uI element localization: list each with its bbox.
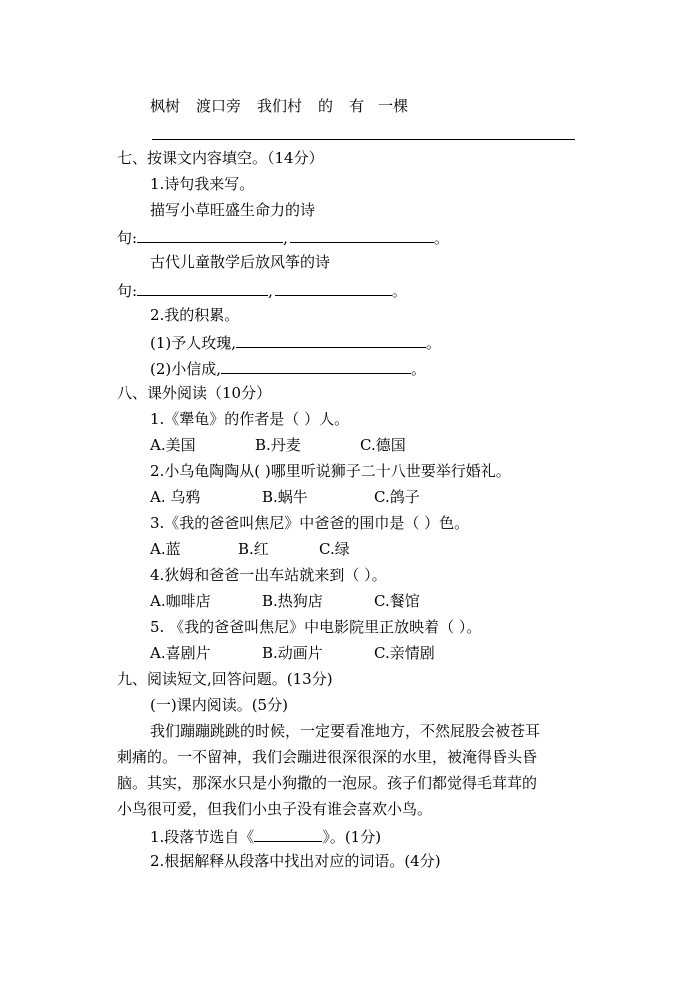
question-9-2: 2.根据解释从段落中找出对应的词语。(4分) xyxy=(150,852,441,870)
question-7-1-answer-1: 句: , 。 xyxy=(117,226,449,246)
option[interactable]: A.蓝 xyxy=(150,540,181,558)
option[interactable]: B.红 xyxy=(238,540,269,558)
passage-line: 刺痛的。一不留神，我们会蹦进很深很深的水里，被淹得昏头昏 xyxy=(117,748,538,766)
option[interactable]: A.咖啡店 xyxy=(150,592,211,610)
word: 的 xyxy=(318,97,334,115)
question-7-1-prompt-1: 描写小草旺盛生命力的诗 xyxy=(150,201,316,219)
answer-blank[interactable] xyxy=(290,226,434,243)
question-7-1-prompt-2: 古代儿童散学后放风筝的诗 xyxy=(150,253,331,271)
word: 有 xyxy=(349,97,365,115)
question-7-1: 1.诗句我来写。 xyxy=(150,175,255,193)
option[interactable]: B.蜗牛 xyxy=(262,488,308,506)
question-7-2-1: (1)予人玫瑰, 。 xyxy=(150,331,441,351)
word: 枫树 xyxy=(150,97,181,115)
option[interactable]: C.绿 xyxy=(319,540,350,558)
section-9-title: 九、阅读短文,回答问题。(13分) xyxy=(117,670,333,688)
option[interactable]: A.美国 xyxy=(150,436,196,454)
answer-blank[interactable] xyxy=(137,279,268,296)
option[interactable]: A. 乌鸦 xyxy=(150,488,201,506)
question-9-1: 1.段落节选自《 》。(1分) xyxy=(150,825,381,845)
option[interactable]: B.丹麦 xyxy=(255,436,301,454)
option[interactable]: B.动画片 xyxy=(262,644,323,662)
word: 我们村 xyxy=(257,97,303,115)
passage-line: 脑。其实，那深水只是小狗撒的一泡尿。孩子们都觉得毛茸茸的 xyxy=(117,774,538,792)
answer-line[interactable] xyxy=(152,139,575,140)
question-7-2: 2.我的积累。 xyxy=(150,306,240,324)
word: 渡口旁 xyxy=(196,97,242,115)
answer-blank[interactable] xyxy=(275,279,392,296)
option[interactable]: C.德国 xyxy=(360,436,406,454)
passage-line: 我们蹦蹦跳跳的时候，一定要看准地方，不然屁股会被苍耳 xyxy=(150,722,541,740)
passage-line: 小鸟很可爱，但我们小虫子没有谁会喜欢小鸟。 xyxy=(117,800,433,818)
section-8-title: 八、课外阅读（10分） xyxy=(117,384,272,402)
question-8-2: 2.小乌龟陶陶从( )哪里听说狮子二十八世要举行婚礼。 xyxy=(150,462,511,480)
question-7-1-answer-2: 句: , 。 xyxy=(117,279,407,299)
question-7-2-2: (2)小信成, 。 xyxy=(150,357,426,377)
answer-blank[interactable] xyxy=(254,825,322,842)
option[interactable]: B.热狗店 xyxy=(262,592,323,610)
answer-blank[interactable] xyxy=(137,226,283,243)
word-sort-row xyxy=(150,96,408,116)
section-9-subtitle: (一)课内阅读。(5分) xyxy=(150,696,288,714)
question-8-4: 4.狄姆和爸爸一出车站就来到（ ）。 xyxy=(150,566,387,584)
option[interactable]: C.餐馆 xyxy=(374,592,420,610)
question-8-5: 5. 《我的爸爸叫焦尼》中电影院里正放映着（ ）。 xyxy=(150,618,482,636)
answer-blank[interactable] xyxy=(236,331,426,348)
question-8-1: 1.《犟龟》的作者是（ ）人。 xyxy=(150,410,350,428)
option[interactable]: C.鸽子 xyxy=(374,488,420,506)
option[interactable]: A.喜剧片 xyxy=(150,644,211,662)
word: 一棵 xyxy=(378,97,409,115)
answer-blank[interactable] xyxy=(221,357,411,374)
question-8-3: 3.《我的爸爸叫焦尼》中爸爸的围巾是（ ）色。 xyxy=(150,514,470,532)
section-7-title: 七、按课文内容填空。（14分） xyxy=(117,149,324,167)
option[interactable]: C.亲情剧 xyxy=(374,644,435,662)
